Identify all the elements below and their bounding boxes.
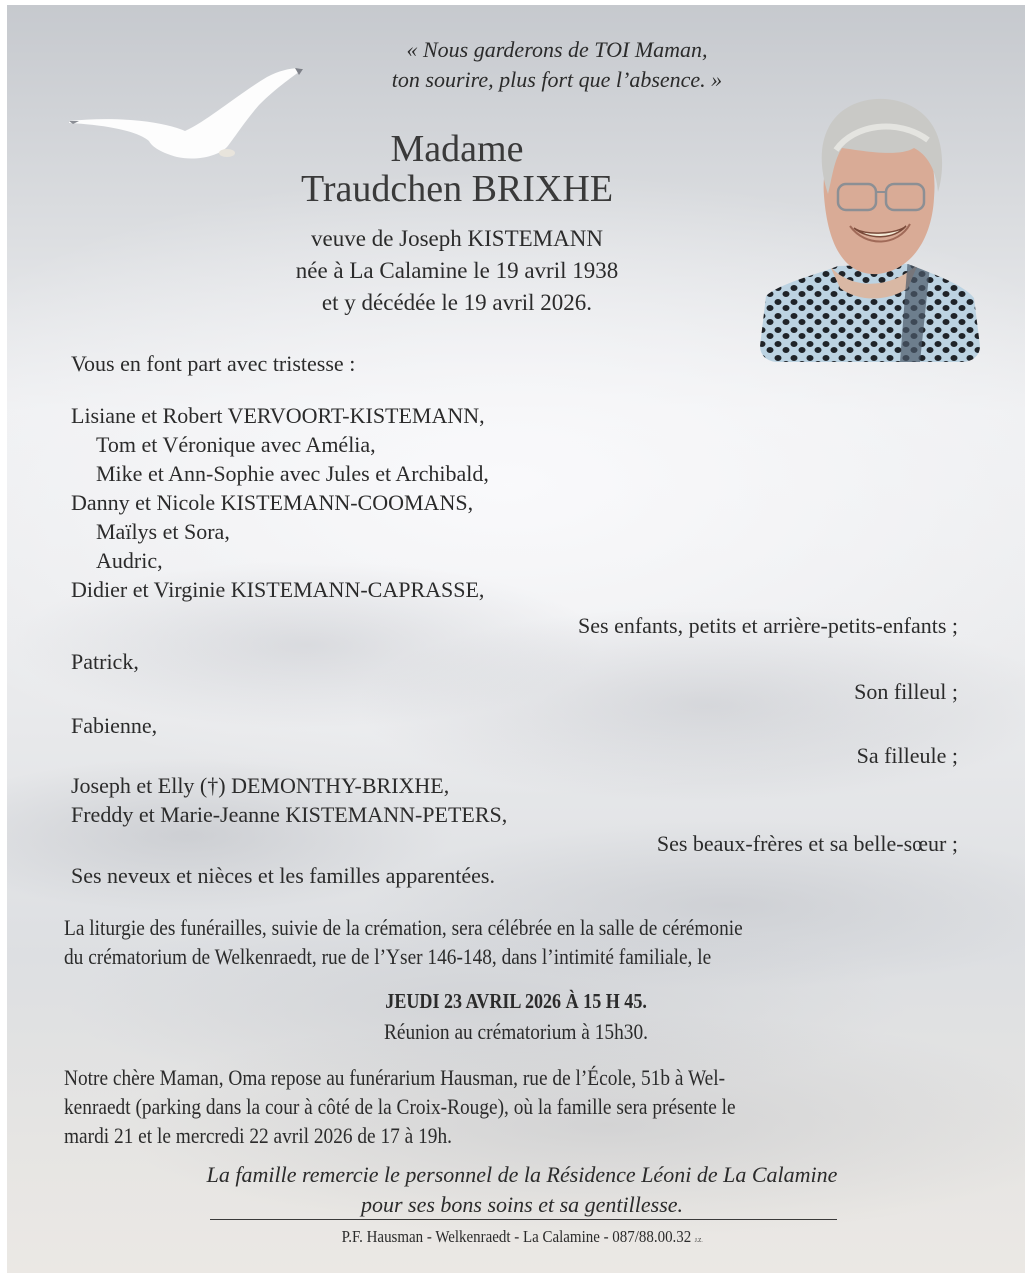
- meeting-row: [7, 1017, 1025, 1046]
- visitation-line-1: Notre chère Maman, Oma repose au funérarium Hausman, rue de l’École, 51b à Wel-: [64, 1065, 726, 1090]
- thanks-line-1: La famille remercie le personnel de la Résidence Léoni de La Calamine: [206, 1162, 838, 1187]
- inlaws-role: Ses beaux-frères et sa belle-sœur ;: [656, 831, 958, 856]
- thanks-line-2: pour ses bons soins et sa gentillesse.: [360, 1192, 684, 1217]
- other-relatives: Ses neveux et nièces et les familles apparentées.: [71, 863, 495, 888]
- deceased-name: Traudchen BRIXHE: [300, 168, 614, 210]
- deceased-name-block: [197, 129, 717, 209]
- funeral-home-info: P.F. Hausman - Welkenraedt - La Calamine - 087/88.00.32: [341, 1227, 692, 1246]
- portrait-photo: [758, 88, 982, 362]
- honorific: Madame: [390, 128, 524, 170]
- epigraph-line-1: « Nous garderons de TOI Maman,: [406, 37, 708, 62]
- thanks-message: [107, 1160, 937, 1220]
- ceremony-date-row: [7, 989, 1025, 1014]
- family-line: Mike et Ann-Sophie avec Jules et Archibald,: [96, 461, 489, 486]
- obituary-card: [7, 5, 1025, 1273]
- goddaughter: Fabienne,: [71, 713, 158, 738]
- epigraph: [257, 35, 857, 95]
- family-line: Lisiane et Robert VERVOORT-KISTEMANN,: [71, 403, 485, 428]
- goddaughter-role: Sa filleule ;: [856, 743, 958, 768]
- children-role: Ses enfants, petits et arrière-petits-enfants ;: [578, 613, 958, 638]
- birth-info: née à La Calamine le 19 avril 1938: [295, 258, 619, 283]
- family-line: Tom et Véronique avec Amélia,: [96, 432, 376, 457]
- inlaws-line: Joseph et Elly (†) DEMONTHY-BRIXHE,: [71, 773, 450, 798]
- family-line: Didier et Virginie KISTEMANN-CAPRASSE,: [71, 577, 485, 602]
- family-line: Audric,: [96, 548, 163, 573]
- family-line: Maïlys et Sora,: [96, 519, 230, 544]
- footer-divider: [210, 1219, 837, 1220]
- meeting-time: Réunion au crématorium à 15h30.: [383, 1019, 648, 1044]
- godson: Patrick,: [71, 649, 139, 674]
- printer-mark: J.Z.: [694, 1238, 703, 1244]
- deceased-details: [197, 223, 717, 319]
- announcement-intro: Vous en font part avec tristesse :: [71, 351, 356, 376]
- godson-role: Son filleul ;: [854, 679, 958, 704]
- ceremony-date: JEUDI 23 AVRIL 2026 À 15 H 45.: [385, 989, 647, 1013]
- epigraph-line-2: ton sourire, plus fort que l’absence. »: [391, 67, 723, 92]
- visitation-line-2: kenraedt (parking dans la cour à côté de la Croix-Rouge), où la famille sera présente le: [64, 1094, 736, 1119]
- visitation-line-3: mardi 21 et le mercredi 22 avril 2026 de 17 à 19h.: [64, 1123, 452, 1148]
- ceremony-line-2: du crématorium de Welkenraedt, rue de l’Yser 146-148, dans l’intimité familiale, le: [64, 944, 712, 969]
- death-info: et y décédée le 19 avril 2026.: [321, 290, 593, 315]
- inlaws-line: Freddy et Marie-Jeanne KISTEMANN-PETERS,: [71, 802, 508, 827]
- ceremony-line-1: La liturgie des funérailles, suivie de la crémation, sera célébrée en la salle de cérémonie: [64, 915, 743, 940]
- family-line: Danny et Nicole KISTEMANN-COOMANS,: [71, 490, 474, 515]
- widow-of: veuve de Joseph KISTEMANN: [311, 226, 603, 251]
- funeral-home-footer: [207, 1226, 837, 1252]
